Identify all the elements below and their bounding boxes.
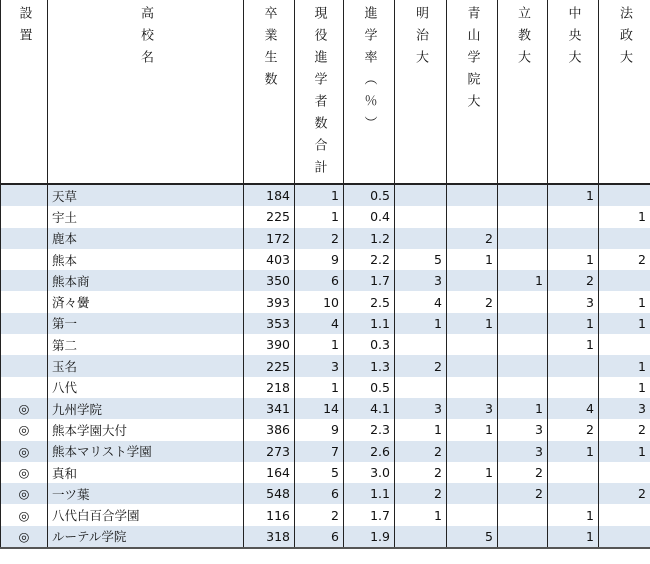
cell-rikkyo xyxy=(498,291,548,312)
cell-graduates: 548 xyxy=(244,483,295,504)
header-label: 立教大 xyxy=(515,6,530,72)
cell-enrollment-rate: 1.7 xyxy=(344,270,395,291)
cell-hosei: 1 xyxy=(599,377,650,398)
cell-chuo xyxy=(548,355,599,376)
cell-setchi: ◎ xyxy=(1,483,48,504)
cell-school-name: 第一 xyxy=(48,313,244,334)
header-label: 設置 xyxy=(16,6,32,50)
cell-enrollment-rate: 3.0 xyxy=(344,462,395,483)
cell-meiji: 3 xyxy=(395,270,447,291)
cell-school-name: 第二 xyxy=(48,334,244,355)
cell-meiji: 2 xyxy=(395,483,447,504)
table-row xyxy=(1,228,650,249)
cell-school-name: 宇土 xyxy=(48,206,244,227)
cell-meiji: 1 xyxy=(395,419,447,440)
header-row xyxy=(1,0,650,184)
cell-total-enrolled: 1 xyxy=(295,184,344,206)
cell-graduates: 386 xyxy=(244,419,295,440)
cell-enrollment-rate: 4.1 xyxy=(344,398,395,419)
cell-setchi xyxy=(1,206,48,227)
cell-total-enrolled: 14 xyxy=(295,398,344,419)
cell-enrollment-rate: 2.6 xyxy=(344,441,395,462)
cell-aoyama-gakuin xyxy=(447,270,498,291)
table-row xyxy=(1,441,650,462)
cell-school-name: 真和 xyxy=(48,462,244,483)
cell-graduates: 218 xyxy=(244,377,295,398)
cell-hosei xyxy=(599,334,650,355)
cell-rikkyo xyxy=(498,184,548,206)
cell-rikkyo: 1 xyxy=(498,398,548,419)
cell-total-enrolled: 1 xyxy=(295,334,344,355)
cell-school-name: 熊本学園大付 xyxy=(48,419,244,440)
cell-hosei xyxy=(599,184,650,206)
cell-setchi xyxy=(1,249,48,270)
cell-aoyama-gakuin: 2 xyxy=(447,228,498,249)
header-label: 法政大 xyxy=(617,6,632,72)
cell-rikkyo xyxy=(498,334,548,355)
header-label: 中央大 xyxy=(565,6,581,72)
cell-graduates: 353 xyxy=(244,313,295,334)
cell-chuo: 2 xyxy=(548,270,599,291)
cell-setchi xyxy=(1,377,48,398)
cell-enrollment-rate: 1.7 xyxy=(344,504,395,525)
cell-setchi: ◎ xyxy=(1,419,48,440)
table-row xyxy=(1,313,650,334)
table-row xyxy=(1,398,650,419)
cell-chuo: 1 xyxy=(548,184,599,206)
cell-total-enrolled: 5 xyxy=(295,462,344,483)
cell-aoyama-gakuin: 2 xyxy=(447,291,498,312)
cell-school-name: 鹿本 xyxy=(48,228,244,249)
cell-aoyama-gakuin xyxy=(447,504,498,525)
cell-school-name: 八代白百合学園 xyxy=(48,504,244,525)
table-row xyxy=(1,526,650,548)
cell-setchi: ◎ xyxy=(1,526,48,548)
cell-setchi xyxy=(1,184,48,206)
cell-school-name: 済々黌 xyxy=(48,291,244,312)
header-chuo xyxy=(548,0,599,184)
cell-chuo: 1 xyxy=(548,441,599,462)
cell-meiji: 2 xyxy=(395,462,447,483)
cell-aoyama-gakuin: 1 xyxy=(447,462,498,483)
cell-enrollment-rate: 1.9 xyxy=(344,526,395,548)
table-row xyxy=(1,504,650,525)
cell-aoyama-gakuin: 1 xyxy=(447,249,498,270)
cell-graduates: 390 xyxy=(244,334,295,355)
cell-total-enrolled: 2 xyxy=(295,504,344,525)
table-row xyxy=(1,249,650,270)
cell-total-enrolled: 1 xyxy=(295,377,344,398)
header-label: 高校名 xyxy=(138,6,153,72)
cell-meiji: 1 xyxy=(395,313,447,334)
cell-graduates: 172 xyxy=(244,228,295,249)
cell-graduates: 341 xyxy=(244,398,295,419)
cell-school-name: 熊本商 xyxy=(48,270,244,291)
table-row xyxy=(1,419,650,440)
cell-graduates: 403 xyxy=(244,249,295,270)
cell-hosei: 2 xyxy=(599,483,650,504)
cell-school-name: 八代 xyxy=(48,377,244,398)
header-hosei xyxy=(599,0,650,184)
table-row xyxy=(1,462,650,483)
cell-total-enrolled: 7 xyxy=(295,441,344,462)
cell-setchi xyxy=(1,291,48,312)
cell-hosei: 2 xyxy=(599,419,650,440)
cell-meiji: 5 xyxy=(395,249,447,270)
cell-total-enrolled: 6 xyxy=(295,270,344,291)
cell-school-name: 九州学院 xyxy=(48,398,244,419)
cell-aoyama-gakuin xyxy=(447,441,498,462)
table-row xyxy=(1,355,650,376)
header-setchi xyxy=(1,0,48,184)
cell-aoyama-gakuin: 3 xyxy=(447,398,498,419)
cell-chuo: 1 xyxy=(548,313,599,334)
cell-hosei: 1 xyxy=(599,291,650,312)
cell-chuo: 1 xyxy=(548,526,599,548)
cell-setchi: ◎ xyxy=(1,398,48,419)
header-meiji xyxy=(395,0,447,184)
cell-rikkyo: 1 xyxy=(498,270,548,291)
cell-aoyama-gakuin xyxy=(447,355,498,376)
cell-chuo xyxy=(548,377,599,398)
cell-total-enrolled: 6 xyxy=(295,526,344,548)
cell-hosei xyxy=(599,228,650,249)
header-school-name xyxy=(48,0,244,184)
header-rikkyo xyxy=(498,0,548,184)
cell-graduates: 116 xyxy=(244,504,295,525)
table-row xyxy=(1,270,650,291)
cell-hosei xyxy=(599,270,650,291)
cell-meiji: 4 xyxy=(395,291,447,312)
cell-aoyama-gakuin: 5 xyxy=(447,526,498,548)
cell-chuo: 1 xyxy=(548,334,599,355)
table-row xyxy=(1,483,650,504)
table-row xyxy=(1,184,650,206)
cell-school-name: 熊本 xyxy=(48,249,244,270)
cell-enrollment-rate: 0.3 xyxy=(344,334,395,355)
cell-meiji xyxy=(395,228,447,249)
cell-hosei xyxy=(599,526,650,548)
cell-school-name: 熊本マリスト学園 xyxy=(48,441,244,462)
cell-rikkyo xyxy=(498,526,548,548)
cell-total-enrolled: 3 xyxy=(295,355,344,376)
table-row xyxy=(1,334,650,355)
cell-chuo: 2 xyxy=(548,419,599,440)
cell-meiji xyxy=(395,334,447,355)
cell-total-enrolled: 1 xyxy=(295,206,344,227)
cell-setchi xyxy=(1,313,48,334)
cell-aoyama-gakuin xyxy=(447,184,498,206)
cell-enrollment-rate: 1.1 xyxy=(344,313,395,334)
cell-hosei xyxy=(599,504,650,525)
cell-school-name: 玉名 xyxy=(48,355,244,376)
cell-total-enrolled: 9 xyxy=(295,249,344,270)
cell-graduates: 318 xyxy=(244,526,295,548)
cell-meiji xyxy=(395,184,447,206)
header-label: 進学率（％） xyxy=(361,6,377,138)
header-label: 卒業生数 xyxy=(261,6,277,94)
header-aoyama-gakuin xyxy=(447,0,498,184)
cell-meiji: 3 xyxy=(395,398,447,419)
cell-chuo xyxy=(548,483,599,504)
cell-hosei: 2 xyxy=(599,249,650,270)
cell-setchi xyxy=(1,355,48,376)
cell-enrollment-rate: 1.1 xyxy=(344,483,395,504)
cell-hosei: 1 xyxy=(599,206,650,227)
cell-enrollment-rate: 1.2 xyxy=(344,228,395,249)
cell-meiji: 1 xyxy=(395,504,447,525)
cell-enrollment-rate: 0.5 xyxy=(344,377,395,398)
cell-enrollment-rate: 0.4 xyxy=(344,206,395,227)
cell-enrollment-rate: 2.5 xyxy=(344,291,395,312)
cell-chuo xyxy=(548,206,599,227)
cell-graduates: 273 xyxy=(244,441,295,462)
cell-aoyama-gakuin xyxy=(447,483,498,504)
cell-meiji: 2 xyxy=(395,441,447,462)
cell-chuo: 1 xyxy=(548,504,599,525)
cell-rikkyo: 2 xyxy=(498,462,548,483)
cell-rikkyo xyxy=(498,249,548,270)
cell-rikkyo: 2 xyxy=(498,483,548,504)
cell-rikkyo: 3 xyxy=(498,419,548,440)
cell-graduates: 225 xyxy=(244,355,295,376)
cell-total-enrolled: 6 xyxy=(295,483,344,504)
header-total-enrolled xyxy=(295,0,344,184)
cell-enrollment-rate: 2.3 xyxy=(344,419,395,440)
cell-rikkyo xyxy=(498,504,548,525)
cell-meiji xyxy=(395,377,447,398)
cell-meiji xyxy=(395,206,447,227)
cell-total-enrolled: 9 xyxy=(295,419,344,440)
header-label: 現役進学者数合計 xyxy=(311,6,327,182)
cell-hosei: 1 xyxy=(599,355,650,376)
cell-setchi: ◎ xyxy=(1,504,48,525)
cell-aoyama-gakuin xyxy=(447,377,498,398)
cell-hosei: 3 xyxy=(599,398,650,419)
table-row xyxy=(1,206,650,227)
cell-enrollment-rate: 1.3 xyxy=(344,355,395,376)
cell-enrollment-rate: 0.5 xyxy=(344,184,395,206)
cell-meiji: 2 xyxy=(395,355,447,376)
cell-enrollment-rate: 2.2 xyxy=(344,249,395,270)
cell-chuo xyxy=(548,228,599,249)
header-enrollment-rate xyxy=(344,0,395,184)
header-graduates xyxy=(244,0,295,184)
header-label: 明治大 xyxy=(413,6,428,72)
cell-setchi xyxy=(1,270,48,291)
cell-chuo: 1 xyxy=(548,249,599,270)
cell-aoyama-gakuin: 1 xyxy=(447,313,498,334)
cell-setchi xyxy=(1,228,48,249)
cell-rikkyo xyxy=(498,228,548,249)
cell-aoyama-gakuin xyxy=(447,206,498,227)
cell-setchi: ◎ xyxy=(1,441,48,462)
cell-chuo: 4 xyxy=(548,398,599,419)
cell-aoyama-gakuin xyxy=(447,334,498,355)
cell-total-enrolled: 10 xyxy=(295,291,344,312)
cell-graduates: 393 xyxy=(244,291,295,312)
cell-meiji xyxy=(395,526,447,548)
cell-hosei xyxy=(599,462,650,483)
cell-graduates: 164 xyxy=(244,462,295,483)
cell-hosei: 1 xyxy=(599,441,650,462)
cell-aoyama-gakuin: 1 xyxy=(447,419,498,440)
cell-school-name: 一ツ葉 xyxy=(48,483,244,504)
cell-graduates: 184 xyxy=(244,184,295,206)
cell-chuo xyxy=(548,462,599,483)
cell-graduates: 350 xyxy=(244,270,295,291)
cell-chuo: 3 xyxy=(548,291,599,312)
cell-graduates: 225 xyxy=(244,206,295,227)
cell-total-enrolled: 2 xyxy=(295,228,344,249)
cell-total-enrolled: 4 xyxy=(295,313,344,334)
header-label: 青山学院大 xyxy=(464,6,480,116)
table-row xyxy=(1,291,650,312)
cell-school-name: 天草 xyxy=(48,184,244,206)
cell-rikkyo xyxy=(498,377,548,398)
cell-rikkyo xyxy=(498,313,548,334)
cell-rikkyo: 3 xyxy=(498,441,548,462)
cell-hosei: 1 xyxy=(599,313,650,334)
cell-school-name: ルーテル学院 xyxy=(48,526,244,548)
cell-rikkyo xyxy=(498,355,548,376)
table-row xyxy=(1,377,650,398)
cell-rikkyo xyxy=(498,206,548,227)
cell-setchi: ◎ xyxy=(1,462,48,483)
cell-setchi xyxy=(1,334,48,355)
